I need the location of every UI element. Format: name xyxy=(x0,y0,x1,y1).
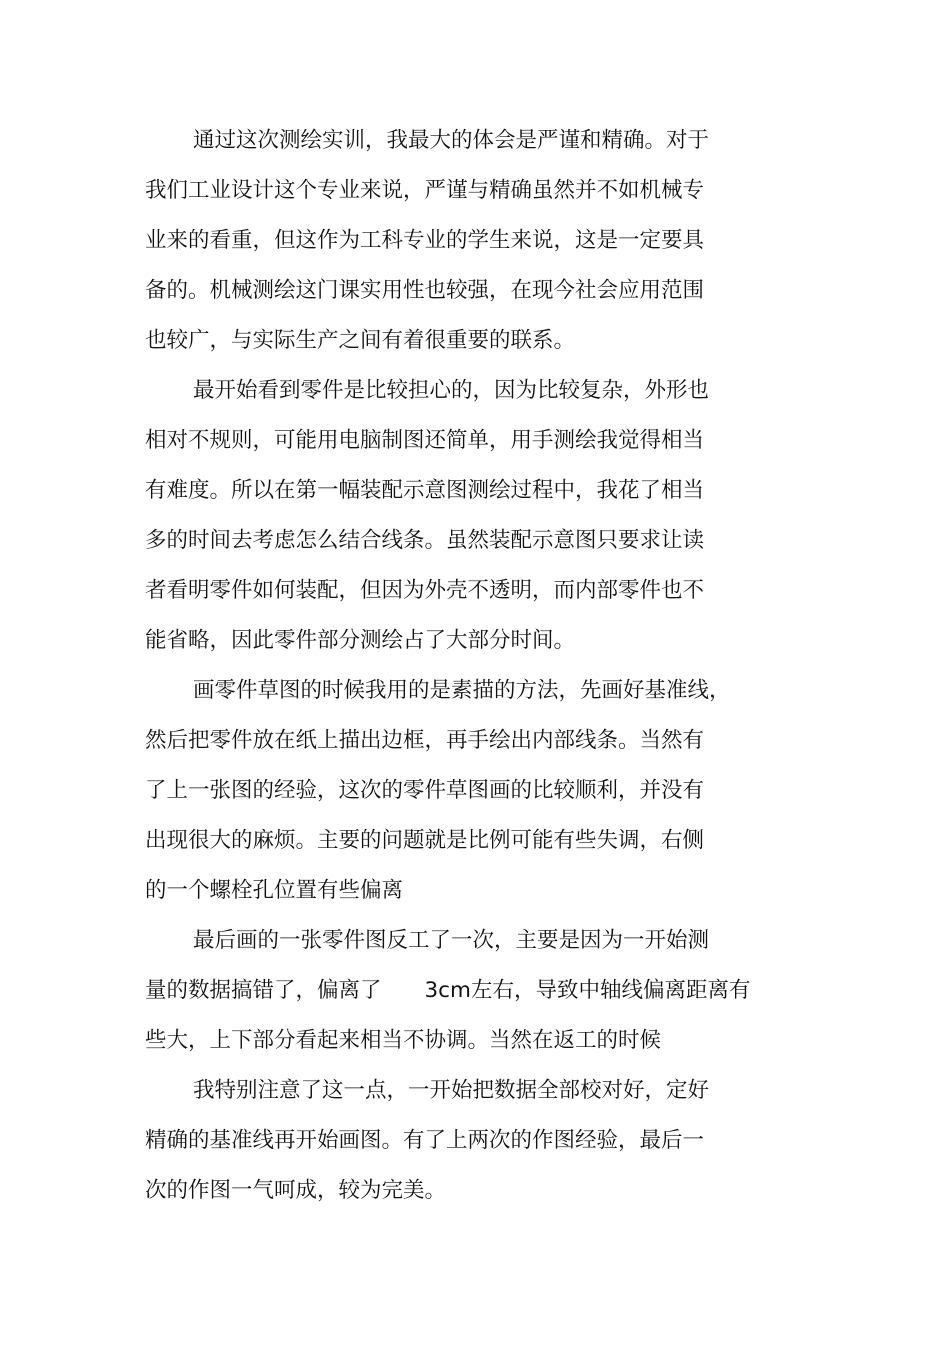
paragraph-4-line-2: 量的数据搞错了，偏离了 3cm左右，导致中轴线偏离距离有 xyxy=(145,978,751,1003)
paragraph-2-line-3: 有难度。所以在第一幅装配示意图测绘过程中，我花了相当 xyxy=(145,478,705,503)
paragraph-2-line-1: 最开始看到零件是比较担心的，因为比较复杂，外形也 xyxy=(193,378,710,403)
paragraph-1-line-5: 也较广，与实际生产之间有着很重要的联系。 xyxy=(145,328,576,353)
paragraph-5-line-2: 精确的基准线再开始画图。有了上两次的作图经验，最后一 xyxy=(145,1128,705,1153)
paragraph-3-line-2: 然后把零件放在纸上描出边框，再手绘出内部线条。当然有 xyxy=(145,728,705,753)
paragraph-2-line-6: 能省略，因此零件部分测绘占了大部分时间。 xyxy=(145,628,576,653)
paragraph-3-line-4: 出现很大的麻烦。主要的问题就是比例可能有些失调，右侧 xyxy=(145,828,705,853)
paragraph-4-line-3: 些大，上下部分看起来相当不协调。当然在返工的时候 xyxy=(145,1028,662,1053)
paragraph-3-line-3: 了上一张图的经验，这次的零件草图画的比较顺利，并没有 xyxy=(145,778,705,803)
paragraph-1-line-4: 备的。机械测绘这门课实用性也较强，在现今社会应用范围 xyxy=(145,278,705,303)
paragraph-5-line-1: 我特别注意了这一点，一开始把数据全部校对好，定好 xyxy=(193,1078,710,1103)
paragraph-3-line-5: 的一个螺栓孔位置有些偏离 xyxy=(145,878,404,903)
paragraph-4-line-1: 最后画的一张零件图反工了一次，主要是因为一开始测 xyxy=(193,928,710,953)
paragraph-2-line-5: 者看明零件如何装配，但因为外壳不透明，而内部零件也不 xyxy=(145,578,705,603)
paragraph-1-line-2: 我们工业设计这个专业来说，严谨与精确虽然并不如机械专 xyxy=(145,178,705,203)
paragraph-2-line-2: 相对不规则，可能用电脑制图还简单，用手测绘我觉得相当 xyxy=(145,428,705,453)
paragraph-3-line-1: 画零件草图的时候我用的是素描的方法，先画好基准线， xyxy=(193,678,731,703)
paragraph-2-line-4: 多的时间去考虑怎么结合线条。虽然装配示意图只要求让读 xyxy=(145,528,705,553)
paragraph-1-line-1: 通过这次测绘实训，我最大的体会是严谨和精确。对于 xyxy=(193,128,710,153)
paragraph-1-line-3: 业来的看重，但这作为工科专业的学生来说，这是一定要具 xyxy=(145,228,705,253)
paragraph-5-line-3: 次的作图一气呵成，较为完美。 xyxy=(145,1178,447,1203)
